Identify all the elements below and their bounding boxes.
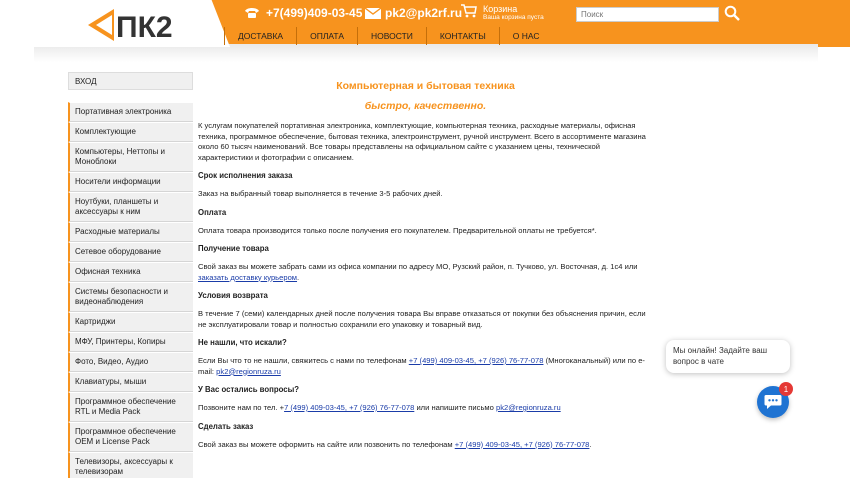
term-text: Заказ на выбранный товар выполняется в течение 3-5 рабочих дней. [198,189,443,198]
category-item[interactable]: МФУ, Принтеры, Копиры [68,332,193,352]
phone-icon [244,7,260,19]
login-button[interactable]: ВХОД [68,72,193,90]
chat-unread-badge: 1 [779,382,793,396]
mail-icon [365,8,381,19]
order-text [198,440,653,451]
category-item[interactable]: Носители информации [68,172,193,192]
section-heading-return: Условия возврата [198,291,268,300]
notfound-text [198,356,653,377]
logo-text: ПК2 [116,11,173,41]
phones-link[interactable]: 7 (499) 409-03-45, +7 (926) 76-77-078 [284,403,415,412]
header-phone[interactable] [244,6,362,20]
category-item[interactable]: Клавиатуры, мыши [68,372,193,392]
order-text-end: . [589,439,592,449]
category-item[interactable]: Портативная электроника [68,102,193,122]
category-item[interactable]: Расходные материалы [68,222,193,242]
category-item[interactable]: Программное обеспечение OEM и License Pack [68,422,193,452]
nav-payment[interactable]: ОПЛАТА [297,27,358,45]
main-content [198,80,653,458]
nav-about[interactable]: О НАС [512,31,540,41]
site-header [0,0,850,62]
email-link[interactable]: pk2@regionruza.ru [495,403,561,412]
category-item[interactable]: Ноутбуки, планшеты и аксессуары к ним [68,192,193,222]
receiving-text [198,262,653,283]
nav-delivery[interactable]: ДОСТАВКА [224,27,297,45]
questions-text-1: Позвоните нам по тел. + [198,403,285,412]
page-title: Компьютерная и бытовая техника [336,80,515,92]
category-item[interactable]: Комплектующие [68,122,193,142]
cart-title: Корзина [483,4,518,14]
section-heading-receiving: Получение товара [198,244,269,253]
header-email-text: pk2@pk2rf.ru [385,6,463,20]
category-item[interactable]: Сетевое оборудование [68,242,193,262]
cart-status: Ваша корзина пуста [483,14,544,21]
section-heading-notfound: Не нашли, что искали? [198,338,287,347]
section-heading-term: Срок исполнения заказа [198,171,293,180]
category-item[interactable]: Телевизоры, аксессуары к телевизорам [68,452,193,478]
chat-message-bubble[interactable]: Мы онлайн! Задайте ваш вопрос в чате [666,340,790,373]
order-text-body: Свой заказ вы можете оформить на сайте или позвонить по телефонам [198,439,453,449]
phones-link[interactable]: +7 (499) 409-03-45, +7 (926) 76-77-078 [408,356,544,365]
cart-icon [461,4,477,18]
questions-text [198,403,653,414]
receiving-text-end: . [297,272,300,282]
category-item[interactable]: Системы безопасности и видеонаблюдения [68,282,193,312]
intro-text: К услугам покупателей портативная электроника, комплектующие, компьютерная техника, расходные материалы, офисная техника, программное обеспечение, бытовая техника, электроинструмент, ручной инструмент. Всего в ассортименте магазина около 60 тысяч наименований. Все товары представлены на официальном сайте с указанием цены, технической характеристики и фотографии с описанием. [198,121,646,162]
logo[interactable] [84,5,174,41]
return-text: В течение 7 (семи) календарных дней после получения товара Вы вправе отказаться от покупки без объяснения причин, если не эксплуатировали товар и полностью сохранили его упаковку и товарный вид. [198,309,646,329]
questions-text-2: или напишите письмо [416,403,494,412]
header-cart[interactable] [461,4,544,22]
header-email[interactable] [365,6,462,20]
sidebar [68,72,193,478]
notfound-text-1: Если Вы что то не нашли, свяжитесь с нами по телефонам [198,356,407,365]
search-input[interactable] [576,7,719,22]
category-item[interactable]: Компьютеры, Неттопы и Моноблоки [68,142,193,172]
category-item[interactable]: Офисная техника [68,262,193,282]
search-icon[interactable] [724,5,740,21]
category-menu [68,102,193,478]
notfound-text-2: (Многоканальный) или по e-mail: [198,356,645,376]
section-heading-payment: Оплата [198,207,227,217]
email-link[interactable]: pk2@regionruza.ru [216,366,281,376]
section-heading-questions: У Вас остались вопросы? [198,385,300,394]
nav-news[interactable]: НОВОСТИ [358,27,427,45]
logo-area [0,0,230,47]
payment-text: Оплата товара производится только после получения его покупателем. Предварительной оплаты не требуется*. [198,225,597,235]
main-nav [224,27,553,45]
page-subtitle: быстро, качественно. [364,100,487,112]
category-item[interactable]: Фото, Видео, Аудио [68,352,193,372]
section-heading-order: Сделать заказ [198,421,254,431]
category-item[interactable]: Программное обеспечение RTL и Media Pack [68,392,193,422]
category-item[interactable]: Картриджи [68,312,193,332]
header-phone-text: +7(499)409-03-45 [266,6,363,20]
phones-link[interactable]: +7 (499) 409-03-45, +7 (926) 76-77-078 [454,439,590,449]
receiving-text-body: Свой заказ вы можете забрать сами из офиса компании по адресу МО, Рузский район, п. Тучково, ул. Восточная, д. 1с4 или [198,262,638,271]
chat-icon [764,394,782,410]
nav-contacts[interactable]: КОНТАКТЫ [427,27,500,45]
courier-delivery-link[interactable]: заказать доставку курьером [198,272,298,282]
